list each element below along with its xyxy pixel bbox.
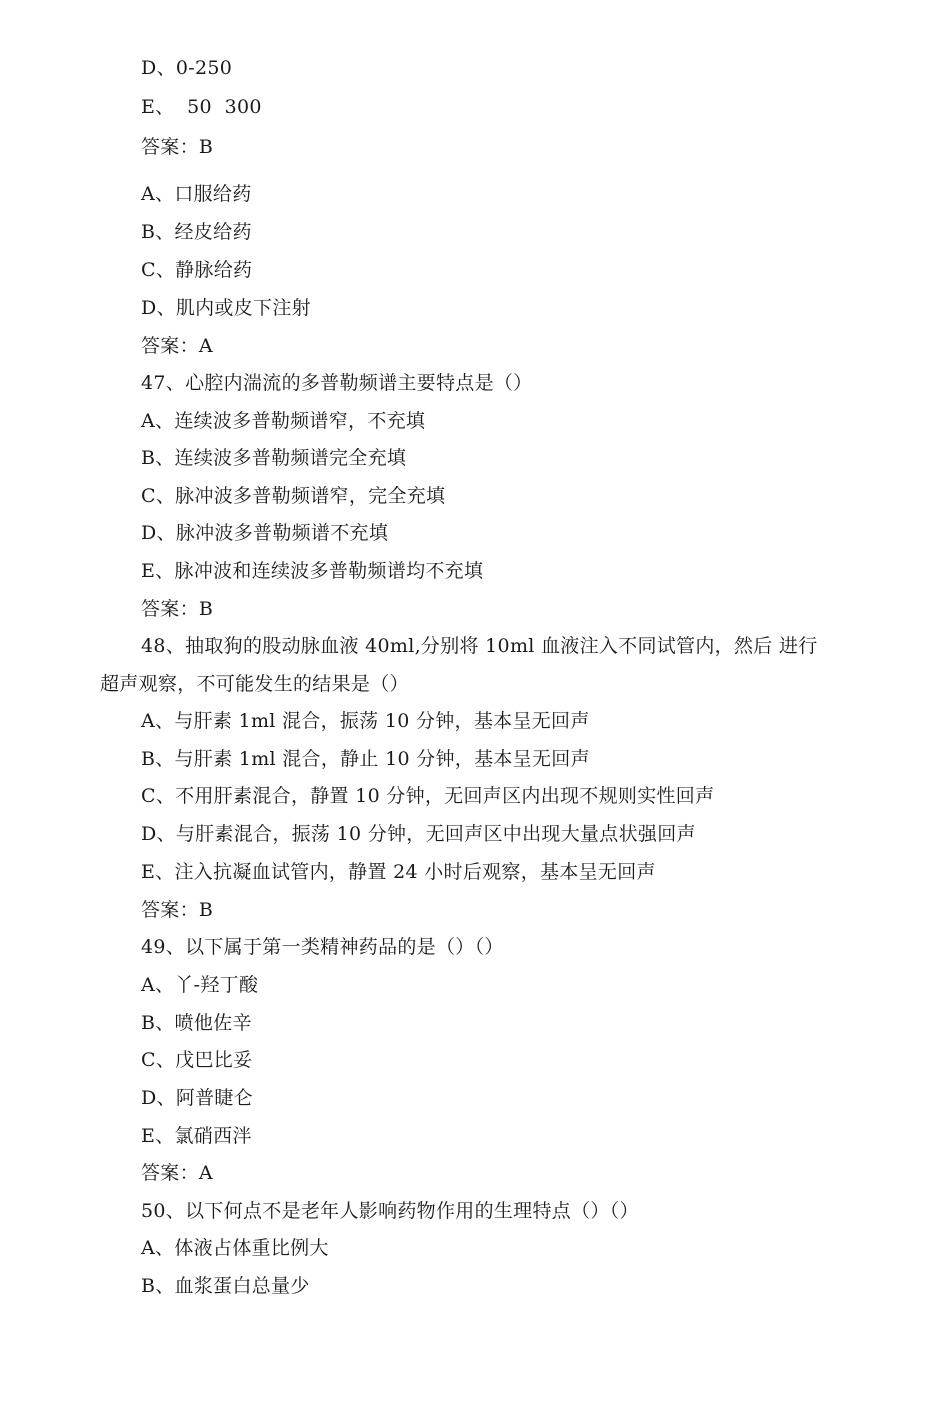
option-b-q49: B、喷他佐辛 <box>141 1012 252 1034</box>
option-d-q48: D、与肝素混合，振荡 10 分钟，无回声区中出现大量点状强回声 <box>141 823 696 845</box>
option-b-q48: B、与肝素 1ml 混合，静止 10 分钟，基本呈无回声 <box>141 748 590 770</box>
option-c-q49: C、戊巴比妥 <box>141 1049 253 1071</box>
option-a-q48: A、与肝素 1ml 混合，振荡 10 分钟，基本呈无回声 <box>141 710 590 732</box>
answer-q47: 答案：B <box>141 598 214 620</box>
option-a-q50: A、体液占体重比例大 <box>141 1237 329 1259</box>
question-48-line2: 超声观察，不可能发生的结果是（） <box>100 673 409 695</box>
option-b-q47: B、连续波多普勒频谱完全充填 <box>141 447 407 469</box>
option-d-q47: D、脉冲波多普勒频谱不充填 <box>141 522 389 544</box>
option-d-q46: D、0-250 <box>141 57 233 79</box>
answer-q48: 答案：B <box>141 899 214 921</box>
question-50: 50、以下何点不是老年人影响药物作用的生理特点（）（） <box>141 1200 639 1222</box>
question-48-line1: 48、抽取狗的股动脉血液 40ml,分别将 10ml 血液注入不同试管内，然后 进行 <box>141 635 818 657</box>
question-49: 49、以下属于第一类精神药品的是（）（） <box>141 936 504 958</box>
option-e-q48: E、注入抗凝血试管内，静置 24 小时后观察，基本呈无回声 <box>141 861 656 883</box>
option-c-q46b: C、静脉给药 <box>141 259 253 281</box>
answer-q46b: 答案：A <box>141 335 213 357</box>
option-c-q48: C、不用肝素混合，静置 10 分钟，无回声区内出现不规则实性回声 <box>141 785 715 807</box>
option-b-q46b: B、经皮给药 <box>141 221 252 243</box>
answer-q49: 答案：A <box>141 1162 213 1184</box>
answer-q46: 答案：B <box>141 136 214 158</box>
option-a-q46b: A、口服给药 <box>141 183 252 205</box>
option-d-q49: D、阿普睫仑 <box>141 1087 254 1109</box>
option-a-q47: A、连续波多普勒频谱窄，不充填 <box>141 410 426 432</box>
option-b-q50: B、血浆蛋白总量少 <box>141 1275 310 1297</box>
option-e-q46: E、 50 300 <box>141 96 262 118</box>
option-e-q47: E、脉冲波和连续波多普勒频谱均不充填 <box>141 560 484 582</box>
option-c-q47: C、脉冲波多普勒频谱窄，完全充填 <box>141 485 446 507</box>
option-a-q49: A、丫-羟丁酸 <box>141 974 259 996</box>
question-47: 47、心腔内湍流的多普勒频谱主要特点是（） <box>141 372 533 394</box>
option-e-q49: E、氯硝西泮 <box>141 1125 252 1147</box>
option-d-q46b: D、肌内或皮下注射 <box>141 297 311 319</box>
